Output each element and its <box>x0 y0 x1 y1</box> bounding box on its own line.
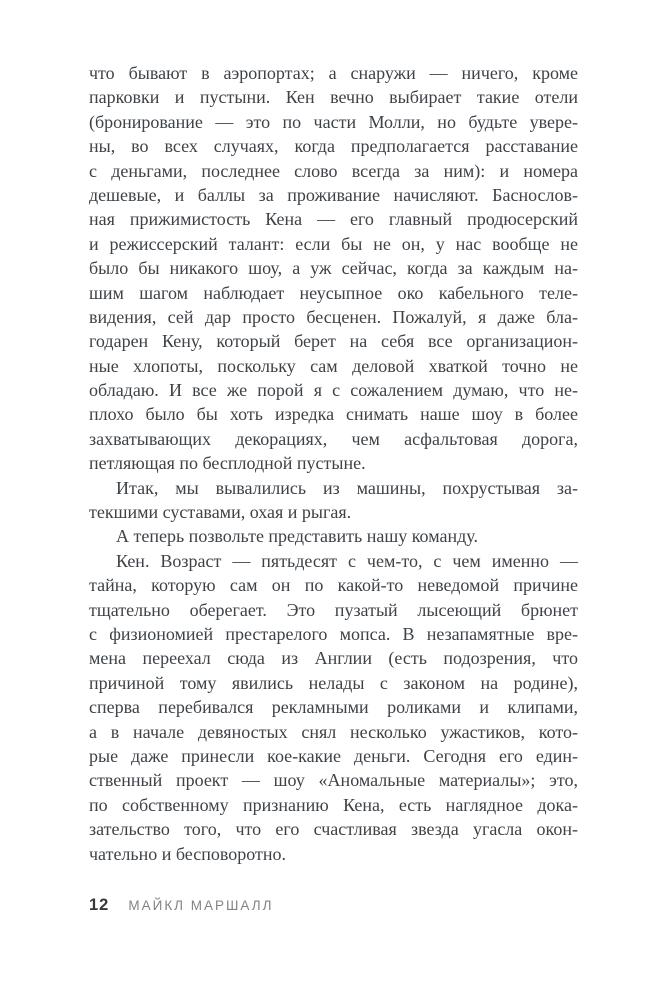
text-line: мена переехал сюда из Англии (есть подозрения, что <box>89 648 578 669</box>
text-line: сперва перебивался рекламными роликами и клипами, <box>89 697 578 718</box>
text-line: с физиономией престарелого мопса. В незапамятные вре- <box>89 623 578 644</box>
text-line: чательно и бесповоротно. <box>89 843 287 864</box>
text-line: ная прижимистость Кена — его главный продюсерский <box>89 209 578 230</box>
text-line: плохо было бы хоть изредка снимать наше шоу в более <box>89 404 578 425</box>
text-line: видения, сей дар просто бесценен. Пожалуй, я даже бла- <box>89 306 578 327</box>
text-line: парковки и пустыни. Кен вечно выбирает такие отели <box>89 87 578 108</box>
text-line: ственный проект — шоу «Аномальные материалы»; это, <box>89 770 578 791</box>
text-line: Итак, мы вывалились из машины, похрустывая за- <box>116 477 578 498</box>
text-line: зательство того, что его счастливая звезда угасла окон- <box>89 819 578 840</box>
text-line: что бывают в аэропортах; а снаружи — ничего, кроме <box>89 63 578 83</box>
page-number: 12 <box>89 896 110 914</box>
text-line: рые даже принесли кое-какие деньги. Сегодня его един- <box>89 745 578 766</box>
page-footer <box>89 896 273 915</box>
text-line: Кен. Возраст — пятьдесят с чем-то, с чем именно — <box>116 550 578 571</box>
text-line: дешевые, и баллы за проживание начисляют. Баснослов- <box>89 184 578 205</box>
text-line: причиной тому явились нелады с законом на родине), <box>89 672 578 693</box>
running-title-author: МАЙКЛ МАРШАЛЛ <box>128 898 274 913</box>
text-line: по собственному признанию Кена, есть наглядное дока- <box>89 794 578 815</box>
text-line: тайна, которую сам он по какой-то неведомой причине <box>89 575 578 596</box>
text-line: текшими суставами, охая и рыгая. <box>89 502 352 523</box>
text-line: ны, во всех случаях, когда предполагается расставание <box>89 136 578 157</box>
text-line: и режиссерский талант: если бы не он, у нас вообще не <box>89 233 578 254</box>
text-line: а в начале девяностых снял несколько ужастиков, кото- <box>89 721 578 742</box>
text-line: тщательно оберегает. Это пузатый лысеющий брюнет <box>89 599 578 620</box>
body-text <box>89 61 578 866</box>
text-line: было бы никакого шоу, а уж сейчас, когда за каждым на- <box>89 258 578 279</box>
text-line: (бронирование — это по части Молли, но будьте увере- <box>89 111 578 132</box>
text-line: обладаю. И все же порой я с сожалением думаю, что не- <box>89 380 578 401</box>
text-line: с деньгами, последнее слово всегда за ним): и номера <box>89 160 578 181</box>
text-line: шим шагом наблюдает неусыпное око кабельного теле- <box>89 282 578 303</box>
text-line: годарен Кену, который берет на себя все организацион- <box>89 331 578 352</box>
text-line: ные хлопоты, поскольку сам деловой хваткой точно не <box>89 355 578 376</box>
text-line: А теперь позвольте представить нашу команду. <box>116 526 478 547</box>
text-line: захватывающих декорациях, чем асфальтовая дорога, <box>89 428 578 449</box>
text-line: петляющая по бесплодной пустыне. <box>89 453 366 474</box>
